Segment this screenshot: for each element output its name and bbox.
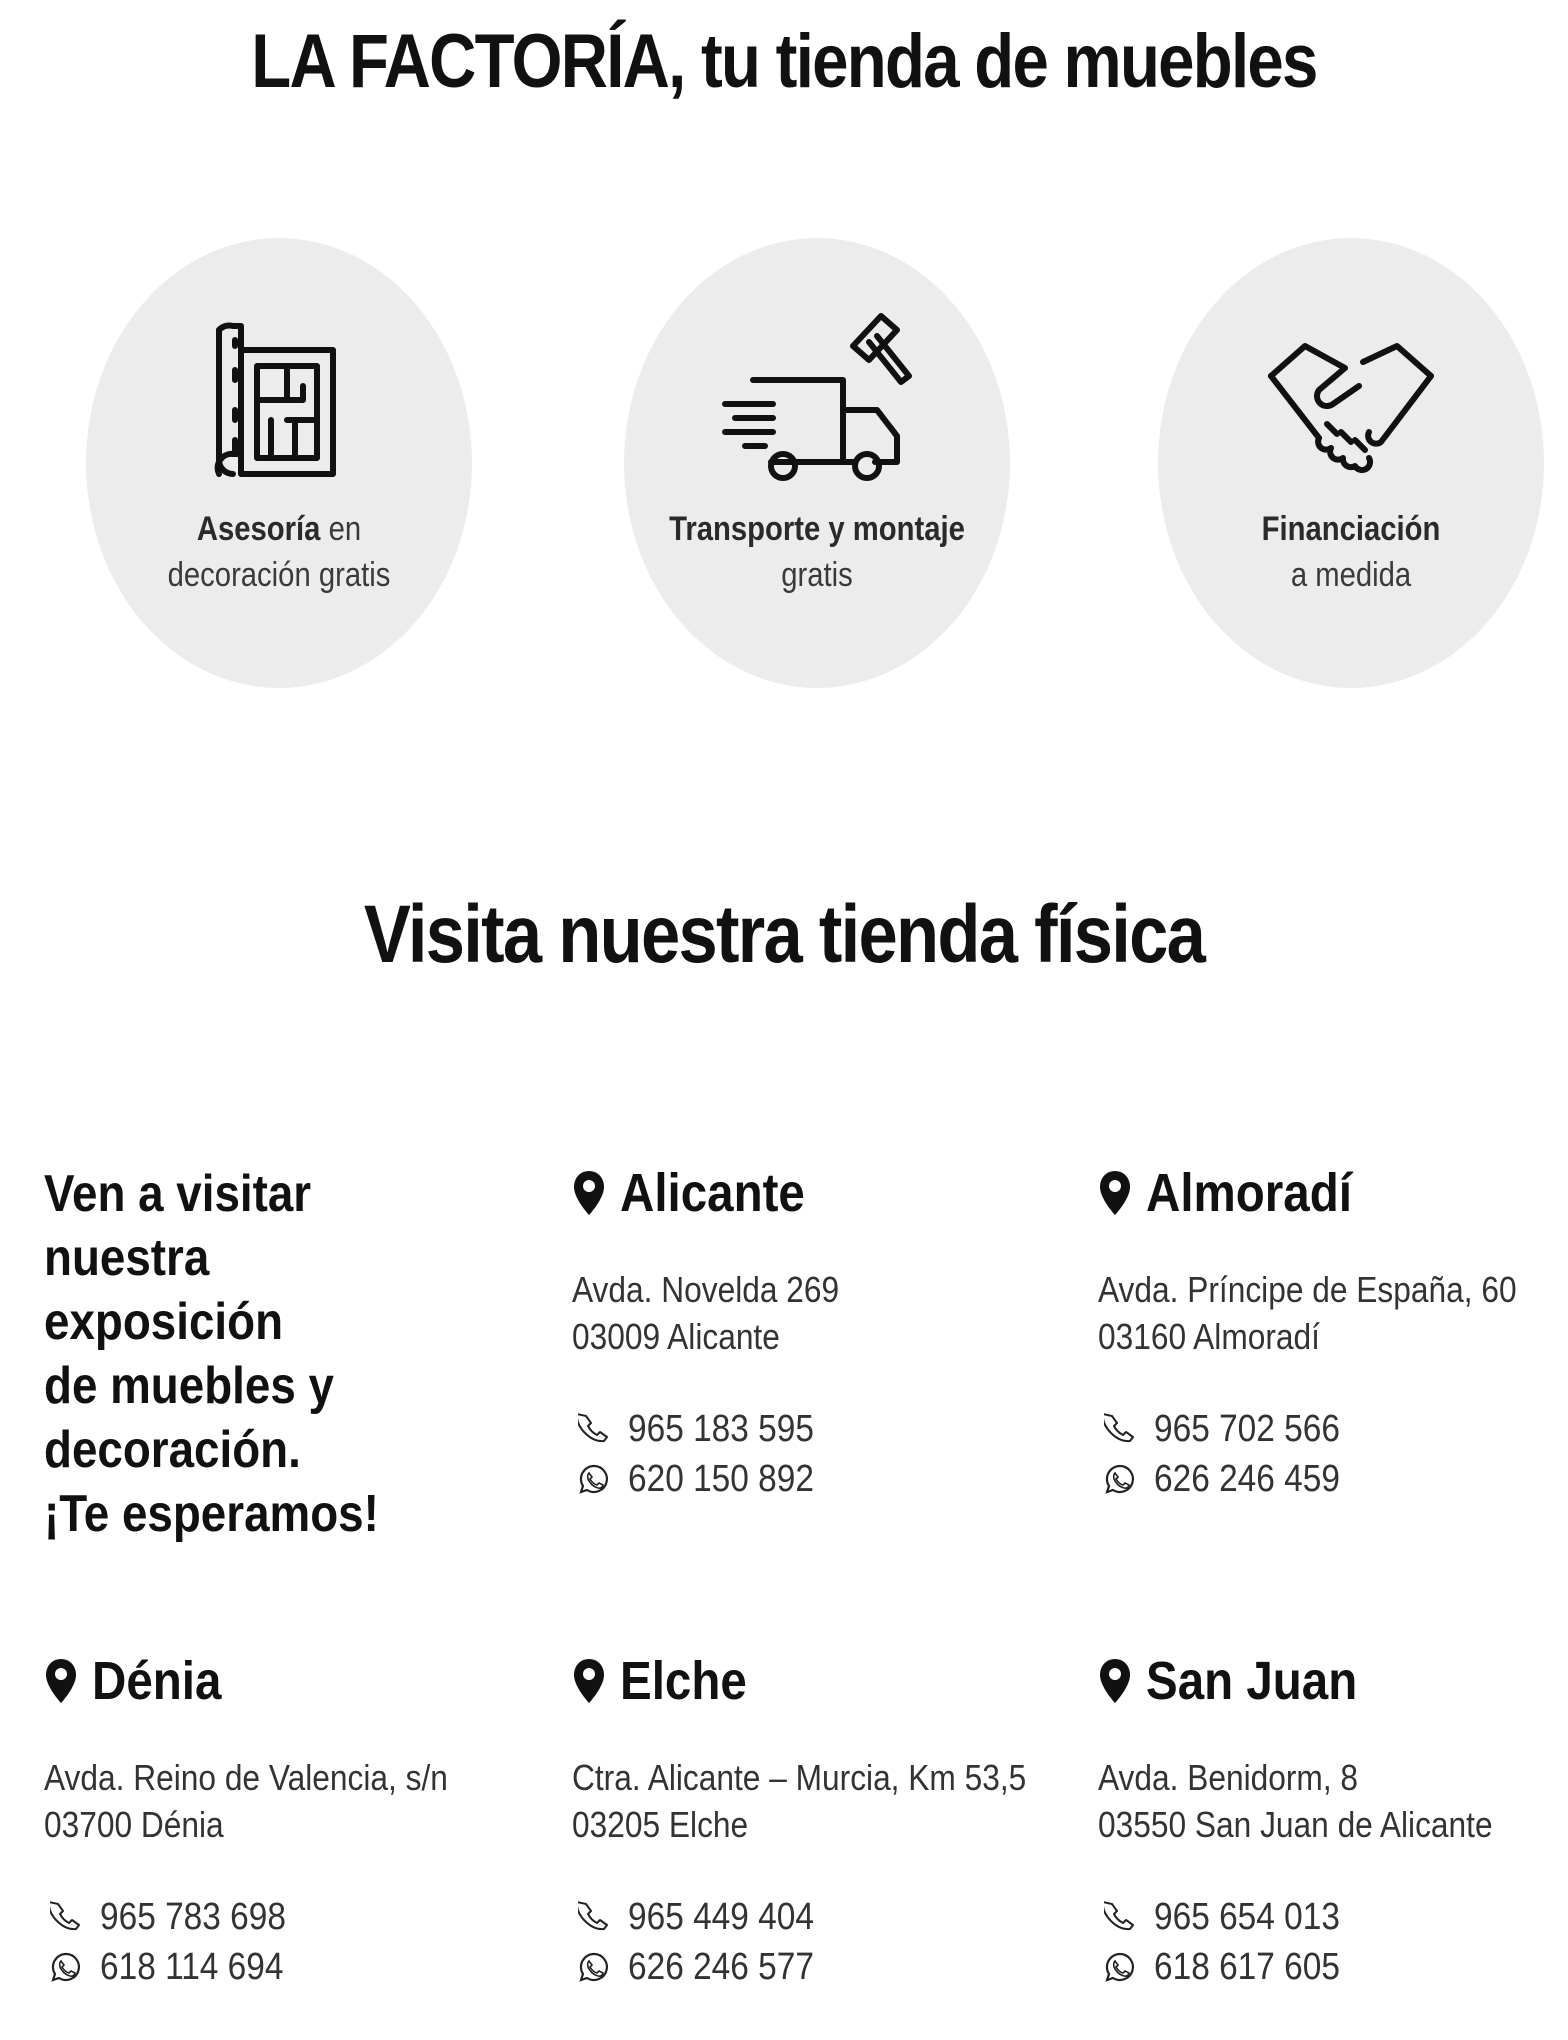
location-pin-icon [1098,1169,1132,1217]
location-pin-icon [1098,1657,1132,1705]
feature-label-line2: decoración gratis [167,556,391,594]
store-address-line2: 03205 Elche [572,1804,749,1845]
store-address-line2: 03160 Almoradí [1098,1316,1320,1357]
feature-label-line2: gratis [781,556,853,594]
store-address-line1: Avda. Reino de Valencia, s/n [44,1757,448,1798]
feature-label-bold: Asesoría [196,510,321,548]
feature-financing [1158,238,1544,688]
whatsapp-icon [1104,1463,1136,1495]
phone-icon [50,1901,82,1933]
store-address-line2: 03550 San Juan de Alicante [1098,1804,1493,1845]
phone-icon [1104,1413,1136,1445]
store-name: Alicante [620,1163,805,1223]
store-phone-link[interactable]: 965 449 404 [572,1892,1052,1942]
store-address-line2: 03009 Alicante [572,1316,780,1357]
feature-transport-assembly [624,238,1010,688]
store-whatsapp-link[interactable]: 620 150 892 [572,1454,1052,1504]
phone-icon [578,1413,610,1445]
store-whatsapp-link[interactable]: 626 246 459 [1098,1454,1568,1504]
store-card-elche [572,1646,1052,1992]
phone-icon [578,1901,610,1933]
feature-label-line2: a medida [1290,556,1412,594]
store-address-line2: 03700 Dénia [44,1804,224,1845]
store-card-denia [44,1646,524,1992]
store-card-alicante [572,1158,1052,1504]
store-name: Dénia [92,1651,222,1711]
phone-icon [1104,1901,1136,1933]
store-address-line1: Avda. Novelda 269 [572,1269,840,1310]
store-address-line1: Avda. Benidorm, 8 [1098,1757,1359,1798]
handshake-icon [1251,300,1451,500]
stores-intro-text: Ven a visitar nuestra exposición de muebles y decoración. ¡Te esperamos! [44,1165,379,1543]
whatsapp-icon [50,1951,82,1983]
location-pin-icon [44,1657,78,1705]
truck-hammer-icon [717,300,917,500]
feature-label-bold: Financiación [1261,510,1441,548]
store-phone-link[interactable]: 965 783 698 [44,1892,524,1942]
whatsapp-icon [578,1951,610,1983]
store-card-almoradi [1098,1158,1568,1504]
store-address-line1: Avda. Príncipe de España, 60 [1098,1269,1517,1310]
whatsapp-icon [578,1463,610,1495]
store-whatsapp-link[interactable]: 618 114 694 [44,1942,524,1992]
store-phone-link[interactable]: 965 702 566 [1098,1404,1568,1454]
feature-label-bold: Transporte y montaje [669,510,965,548]
feature-decoration-advice: Asesoría en decoración gratis [86,238,472,688]
store-card-san-juan [1098,1646,1568,1992]
whatsapp-icon [1104,1951,1136,1983]
blueprint-icon [179,300,379,500]
location-pin-icon [572,1657,606,1705]
store-whatsapp-link[interactable]: 626 246 577 [572,1942,1052,1992]
store-name: Almoradí [1146,1163,1352,1223]
page-title: LA FACTORÍA, tu tienda de muebles [251,19,1317,104]
store-name: San Juan [1146,1651,1358,1711]
store-name: Elche [620,1651,747,1711]
store-phone-link[interactable]: 965 654 013 [1098,1892,1568,1942]
store-address-line1: Ctra. Alicante – Murcia, Km 53,5 [572,1757,1027,1798]
store-whatsapp-link[interactable]: 618 617 605 [1098,1942,1568,1992]
location-pin-icon [572,1169,606,1217]
stores-section-title: Visita nuestra tienda física [363,889,1205,980]
store-phone-link[interactable]: 965 183 595 [572,1404,1052,1454]
